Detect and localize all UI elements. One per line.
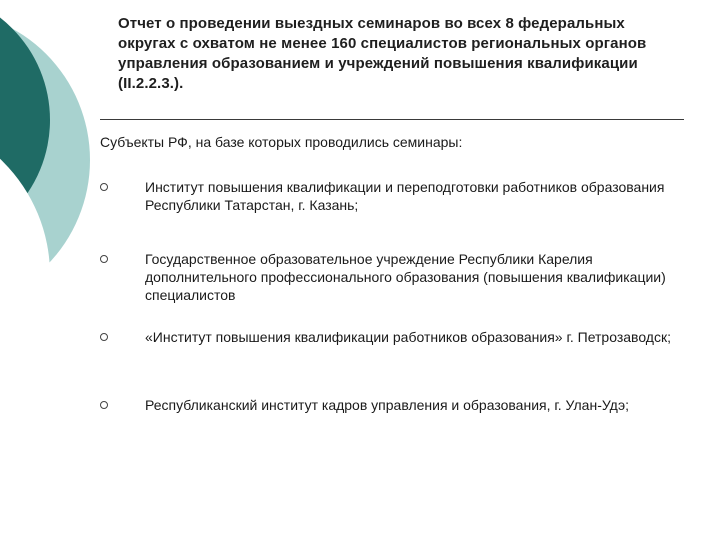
slide-title: Отчет о проведении выездных семинаров во всех 8 федеральных округах с охватом не менее 160 специалистов региональных органов управления образованием и учреждений повышения квалификации (II.2.2.3.). — [118, 15, 647, 92]
circle-bullet-icon — [100, 183, 108, 191]
title-divider — [100, 119, 684, 120]
circle-bullet-icon — [100, 255, 108, 263]
list-item-text: Государственное образовательное учреждение Республики Карелия дополнительного профессионального образования (повышения квалификации) специалистов — [145, 251, 666, 303]
list-item-text: «Институт повышения квалификации работников образования» г. Петрозаводск; — [145, 329, 671, 345]
circle-bullet-icon — [100, 333, 108, 341]
decorative-circles — [0, 0, 100, 540]
list-item-text: Институт повышения квалификации и переподготовки работников образования Республики Татарстан, г. Казань; — [145, 179, 665, 213]
list-item-text: Республиканский институт кадров управления и образования, г. Улан-Удэ; — [145, 397, 630, 413]
slide-subtitle: Субъекты РФ, на базе которых проводились семинары: — [100, 134, 463, 150]
circle-bullet-icon — [100, 401, 108, 409]
